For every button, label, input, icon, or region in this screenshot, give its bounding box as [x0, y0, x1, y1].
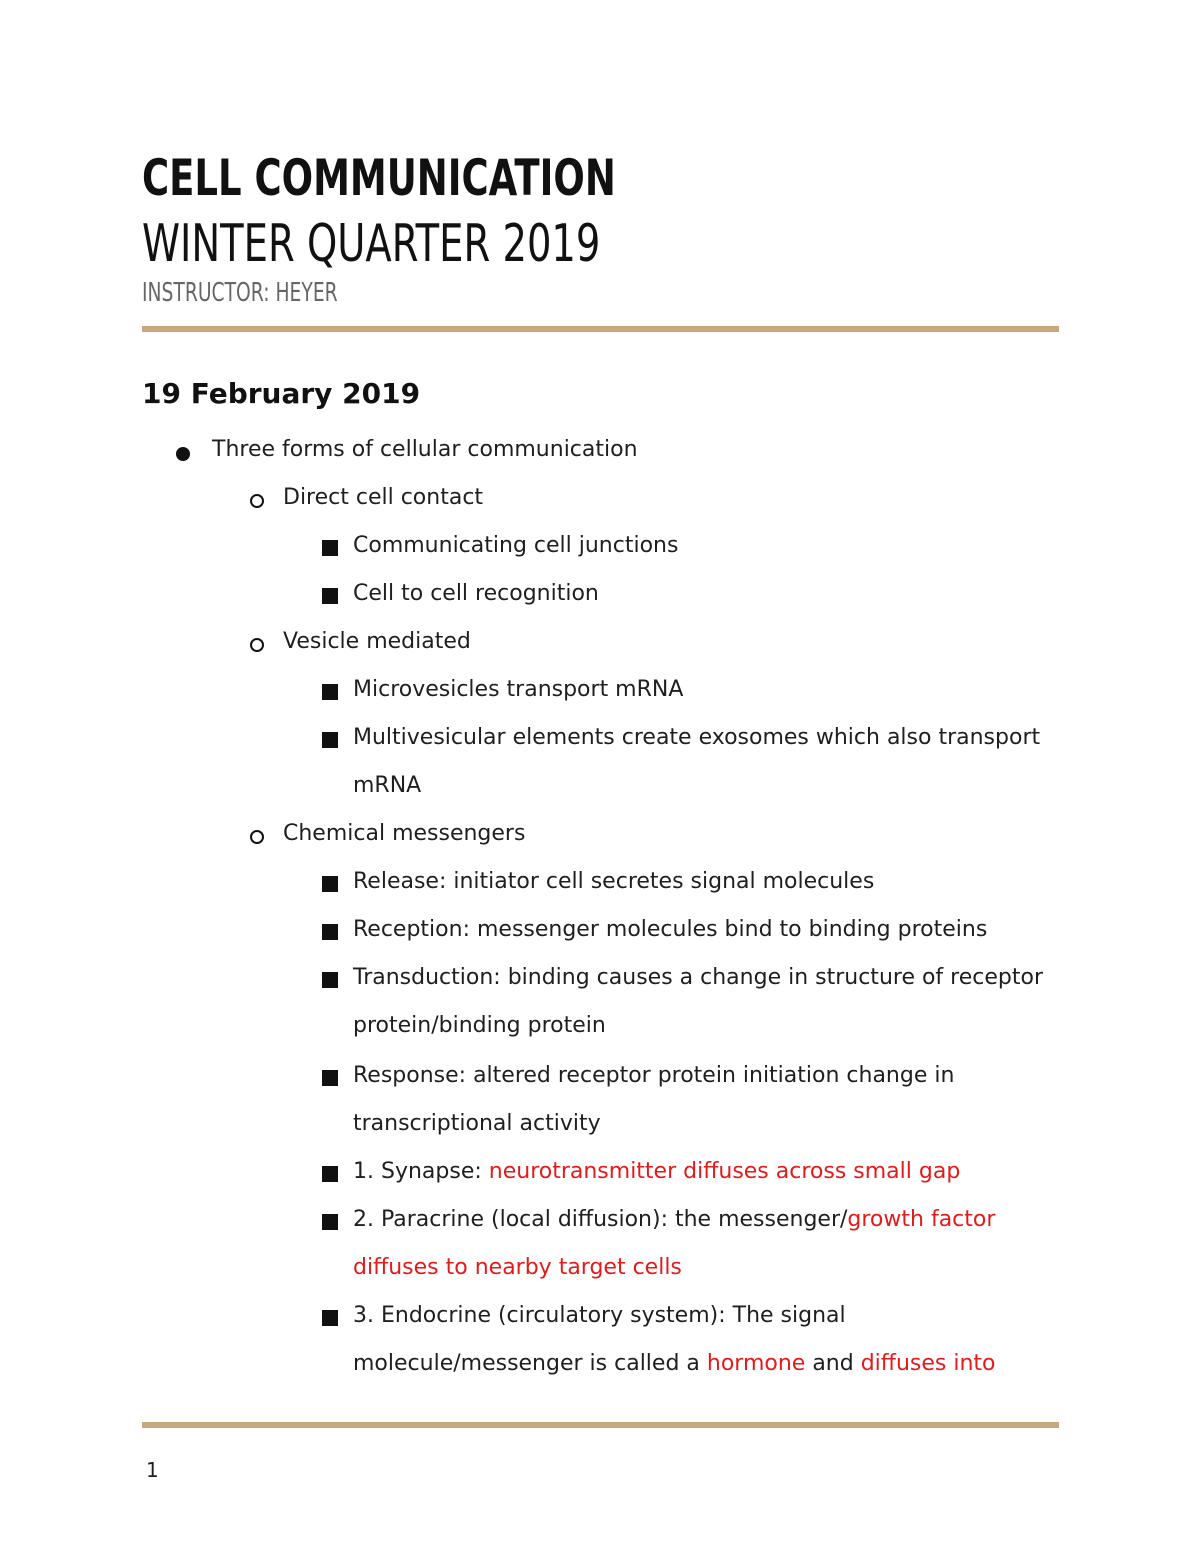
document-subtitle: WINTER QUARTER 2019	[142, 214, 601, 274]
endocrine-text: molecule/messenger is called a	[353, 1351, 707, 1376]
list-item	[353, 1205, 995, 1235]
circle-bullet-icon	[250, 494, 264, 508]
list-item	[353, 1157, 960, 1187]
instructor-label: INSTRUCTOR: HEYER	[142, 278, 338, 308]
endocrine-text: and	[805, 1351, 861, 1376]
highlighted-text: neurotransmitter diffuses across small gap	[488, 1159, 961, 1184]
list-item: Release: initiator cell secretes signal molecules	[353, 869, 875, 894]
highlighted-text: hormone	[706, 1351, 806, 1376]
square-bullet-icon	[322, 1310, 338, 1326]
square-bullet-icon	[322, 876, 338, 892]
list-item-continuation: transcriptional activity	[353, 1111, 601, 1136]
square-bullet-icon	[322, 1070, 338, 1086]
list-item: Vesicle mediated	[283, 629, 471, 654]
list-item: Response: altered receptor protein initiation change in	[353, 1063, 955, 1088]
circle-bullet-icon	[250, 638, 264, 652]
list-item: Transduction: binding causes a change in structure of receptor	[353, 965, 1043, 990]
paracrine-label: 2. Paracrine (local diffusion): the messenger/	[353, 1207, 848, 1232]
square-bullet-icon	[322, 684, 338, 700]
square-bullet-icon	[322, 972, 338, 988]
disc-bullet-icon	[176, 447, 190, 461]
list-item: Reception: messenger molecules bind to binding proteins	[353, 917, 988, 942]
square-bullet-icon	[322, 1214, 338, 1230]
list-item-continuation	[353, 1349, 996, 1379]
synapse-label: 1. Synapse:	[353, 1159, 489, 1184]
list-item: Multivesicular elements create exosomes which also transport	[353, 725, 1041, 750]
section-date-heading: 19 February 2019	[142, 377, 421, 410]
header-divider	[142, 326, 1059, 332]
footer-divider	[142, 1422, 1059, 1428]
document-title: CELL COMMUNICATION	[142, 149, 616, 207]
highlighted-text: growth factor	[847, 1207, 996, 1232]
square-bullet-icon	[322, 588, 338, 604]
list-item-continuation: protein/binding protein	[353, 1013, 606, 1038]
list-item: 3. Endocrine (circulatory system): The signal	[353, 1303, 846, 1328]
list-item: Three forms of cellular communication	[212, 437, 638, 462]
circle-bullet-icon	[250, 830, 264, 844]
square-bullet-icon	[322, 1166, 338, 1182]
list-item: Cell to cell recognition	[353, 581, 599, 606]
highlighted-text: diffuses into	[860, 1351, 996, 1376]
square-bullet-icon	[322, 924, 338, 940]
square-bullet-icon	[322, 732, 338, 748]
list-item: Communicating cell junctions	[353, 533, 679, 558]
page-number: 1	[146, 1458, 159, 1482]
list-item: Chemical messengers	[283, 821, 526, 846]
list-item: Direct cell contact	[283, 485, 484, 510]
highlighted-text: diffuses to nearby target cells	[353, 1255, 682, 1280]
square-bullet-icon	[322, 540, 338, 556]
list-item-continuation: mRNA	[353, 773, 422, 798]
list-item: Microvesicles transport mRNA	[353, 677, 684, 702]
